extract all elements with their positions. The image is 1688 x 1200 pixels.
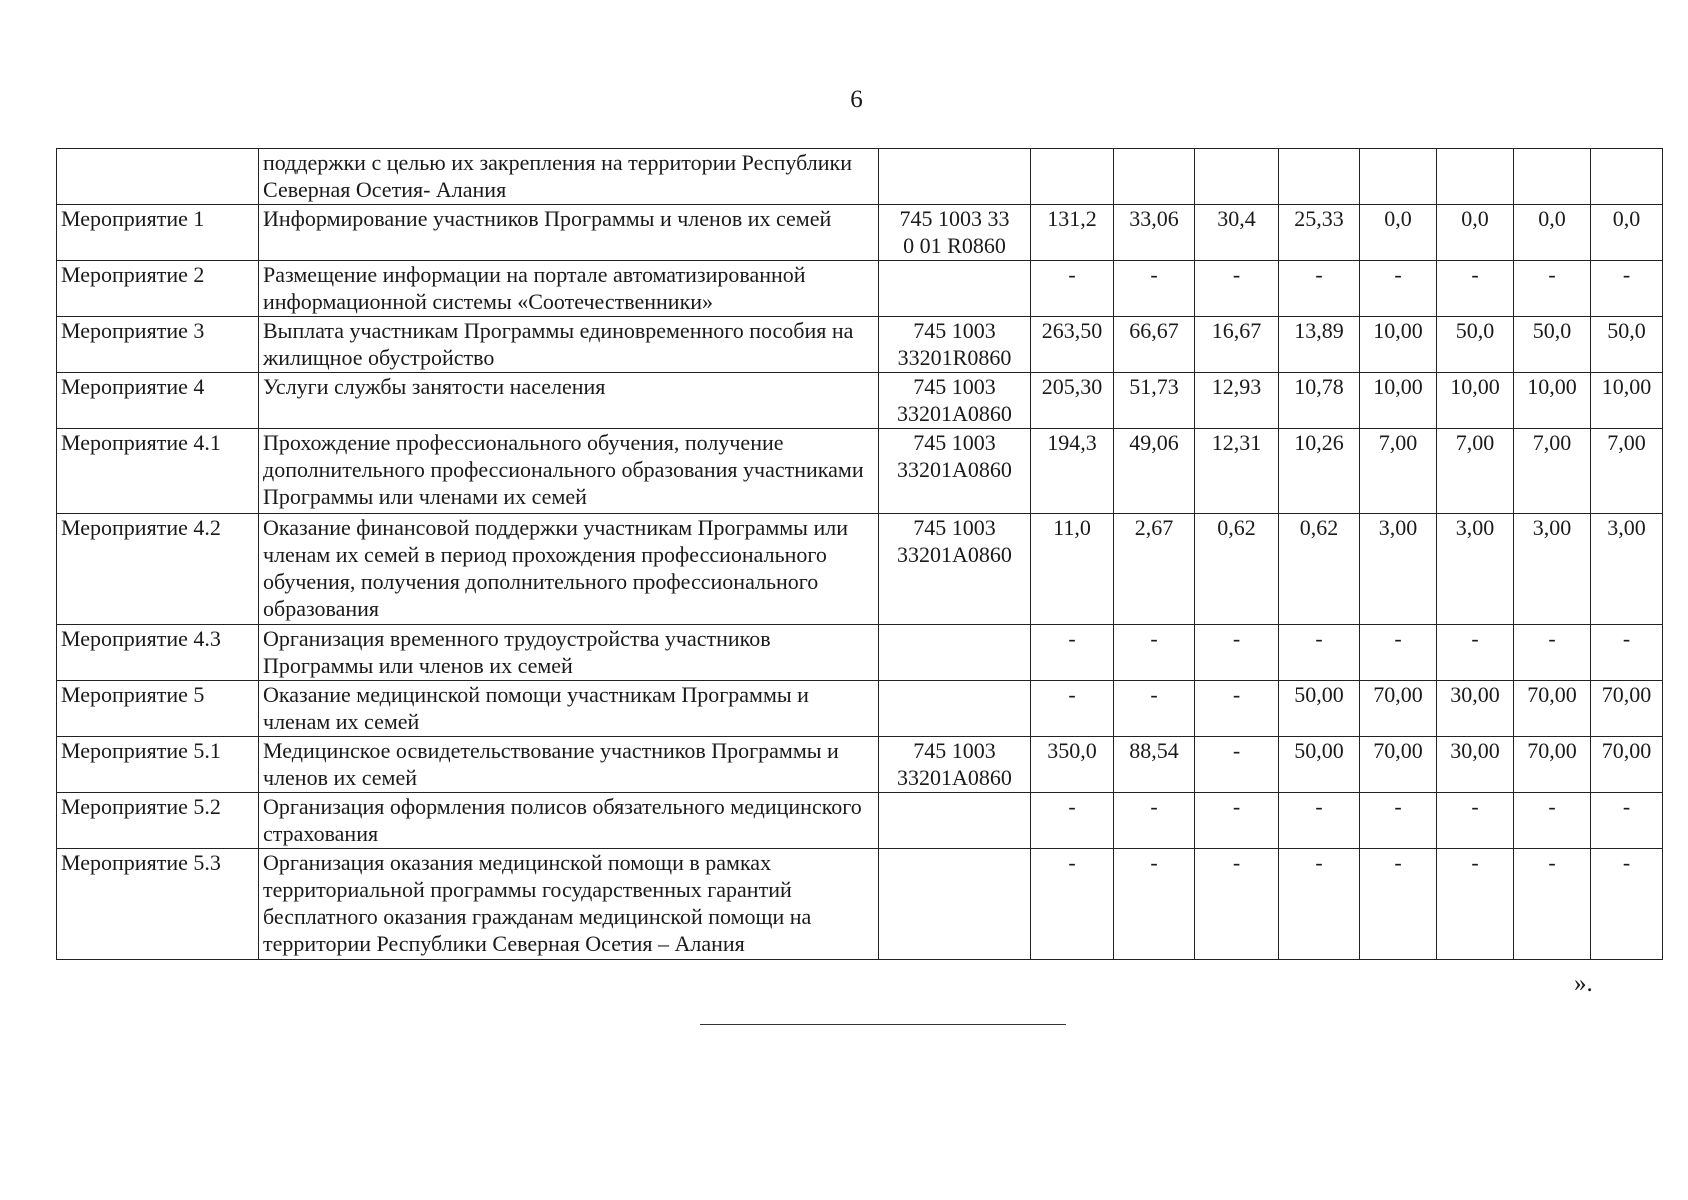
- closing-quote: ».: [1574, 970, 1593, 997]
- funding-value: 88,54: [1114, 737, 1195, 793]
- activity-description: Организация оформления полисов обязательного медицинского страхования: [259, 793, 879, 849]
- funding-value: 50,0: [1514, 317, 1591, 373]
- funding-value: -: [1195, 261, 1279, 317]
- funding-value: 7,00: [1437, 429, 1514, 514]
- activity-description: Прохождение профессионального обучения, получение дополнительного профессионального образования участниками Программы или членами их семей: [259, 429, 879, 514]
- funding-value: -: [1114, 793, 1195, 849]
- funding-value: 205,30: [1031, 373, 1114, 429]
- funding-value: -: [1591, 793, 1663, 849]
- activity-description: Услуги службы занятости населения: [259, 373, 879, 429]
- funding-value: [1031, 149, 1114, 205]
- activity-description: Организация оказания медицинской помощи в рамках территориальной программы государственных гарантий бесплатного оказания гражданам медицинской помощи на территории Республики Северная Осетия – Алания: [259, 849, 879, 960]
- funding-value: 13,89: [1279, 317, 1360, 373]
- activity-name: Мероприятие 4.3: [57, 625, 259, 681]
- funding-value: -: [1514, 625, 1591, 681]
- funding-value: 30,00: [1437, 681, 1514, 737]
- funding-value: 70,00: [1514, 737, 1591, 793]
- funding-value: 70,00: [1360, 737, 1437, 793]
- funding-value: -: [1114, 849, 1195, 960]
- table-row: [57, 429, 1663, 514]
- funding-value: -: [1031, 625, 1114, 681]
- budget-code: [879, 681, 1031, 737]
- funding-value: -: [1195, 737, 1279, 793]
- funding-value: [1360, 149, 1437, 205]
- budget-code: 745 1003 33201R0860: [879, 317, 1031, 373]
- funding-value: -: [1591, 849, 1663, 960]
- funding-value: -: [1031, 849, 1114, 960]
- funding-value: -: [1114, 625, 1195, 681]
- funding-value: -: [1279, 625, 1360, 681]
- budget-code: 745 1003 33201A0860: [879, 373, 1031, 429]
- funding-value: [1195, 149, 1279, 205]
- funding-value: -: [1437, 793, 1514, 849]
- funding-value: 16,67: [1195, 317, 1279, 373]
- funding-value: 50,0: [1437, 317, 1514, 373]
- table-row: [57, 793, 1663, 849]
- funding-value: 0,62: [1195, 514, 1279, 625]
- funding-value: 263,50: [1031, 317, 1114, 373]
- activity-description: Оказание медицинской помощи участникам Программы и членам их семей: [259, 681, 879, 737]
- funding-value: 10,00: [1591, 373, 1663, 429]
- table-row: [57, 373, 1663, 429]
- funding-value: [1437, 149, 1514, 205]
- funding-value: 10,00: [1360, 317, 1437, 373]
- funding-value: -: [1437, 849, 1514, 960]
- activity-description: Медицинское освидетельствование участников Программы и членов их семей: [259, 737, 879, 793]
- funding-value: 10,00: [1514, 373, 1591, 429]
- funding-value: -: [1591, 625, 1663, 681]
- page-number: 6: [850, 86, 863, 113]
- funding-value: 3,00: [1591, 514, 1663, 625]
- activity-description: Организация временного трудоустройства участников Программы или членов их семей: [259, 625, 879, 681]
- funding-value: -: [1279, 849, 1360, 960]
- funding-value: 12,93: [1195, 373, 1279, 429]
- activity-name: Мероприятие 2: [57, 261, 259, 317]
- funding-value: -: [1031, 681, 1114, 737]
- funding-value: -: [1360, 625, 1437, 681]
- funding-value: 10,00: [1360, 373, 1437, 429]
- funding-value: -: [1514, 261, 1591, 317]
- funding-value: 50,00: [1279, 737, 1360, 793]
- funding-value: -: [1279, 261, 1360, 317]
- funding-value: -: [1591, 261, 1663, 317]
- funding-value: 10,00: [1437, 373, 1514, 429]
- funding-value: 10,78: [1279, 373, 1360, 429]
- funding-value: -: [1514, 793, 1591, 849]
- funding-value: 50,00: [1279, 681, 1360, 737]
- funding-value: 70,00: [1591, 737, 1663, 793]
- funding-value: 0,0: [1514, 205, 1591, 261]
- funding-value: -: [1514, 849, 1591, 960]
- end-rule: [700, 1024, 1066, 1025]
- funding-value: [1114, 149, 1195, 205]
- budget-code: [879, 261, 1031, 317]
- funding-value: 7,00: [1591, 429, 1663, 514]
- activity-name: [57, 149, 259, 205]
- activity-name: Мероприятие 4.1: [57, 429, 259, 514]
- funding-value: 66,67: [1114, 317, 1195, 373]
- activity-name: Мероприятие 3: [57, 317, 259, 373]
- funding-value: [1279, 149, 1360, 205]
- funding-value: -: [1031, 261, 1114, 317]
- budget-code: 745 1003 33201A0860: [879, 514, 1031, 625]
- activity-description: Выплата участникам Программы единовременного пособия на жилищное обустройство: [259, 317, 879, 373]
- table-row: [57, 261, 1663, 317]
- table-row: [57, 149, 1663, 205]
- program-activities-table: [56, 148, 1663, 960]
- budget-code: [879, 849, 1031, 960]
- funding-value: -: [1437, 261, 1514, 317]
- funding-value: -: [1360, 849, 1437, 960]
- activity-name: Мероприятие 5.1: [57, 737, 259, 793]
- activity-description: Размещение информации на портале автоматизированной информационной системы «Соотечественники»: [259, 261, 879, 317]
- table-row: [57, 681, 1663, 737]
- funding-value: 25,33: [1279, 205, 1360, 261]
- table-row: [57, 849, 1663, 960]
- funding-value: -: [1360, 261, 1437, 317]
- funding-value: 0,0: [1437, 205, 1514, 261]
- funding-value: -: [1195, 849, 1279, 960]
- funding-value: 7,00: [1514, 429, 1591, 514]
- funding-value: 10,26: [1279, 429, 1360, 514]
- funding-value: 194,3: [1031, 429, 1114, 514]
- funding-value: 0,62: [1279, 514, 1360, 625]
- funding-value: -: [1195, 681, 1279, 737]
- funding-value: -: [1279, 793, 1360, 849]
- budget-code: [879, 793, 1031, 849]
- activity-description: поддержки с целью их закрепления на территории Республики Северная Осетия- Алания: [259, 149, 879, 205]
- funding-value: 30,00: [1437, 737, 1514, 793]
- funding-value: 49,06: [1114, 429, 1195, 514]
- budget-code: [879, 625, 1031, 681]
- funding-value: -: [1437, 625, 1514, 681]
- funding-value: 12,31: [1195, 429, 1279, 514]
- budget-code: 745 1003 33 0 01 R0860: [879, 205, 1031, 261]
- table-row: [57, 205, 1663, 261]
- activity-name: Мероприятие 4: [57, 373, 259, 429]
- activity-description: Информирование участников Программы и членов их семей: [259, 205, 879, 261]
- activity-name: Мероприятие 4.2: [57, 514, 259, 625]
- funding-value: [1591, 149, 1663, 205]
- table-row: [57, 625, 1663, 681]
- funding-value: 30,4: [1195, 205, 1279, 261]
- funding-value: 70,00: [1514, 681, 1591, 737]
- funding-value: 0,0: [1360, 205, 1437, 261]
- budget-code: [879, 149, 1031, 205]
- budget-code: 745 1003 33201A0860: [879, 737, 1031, 793]
- activity-name: Мероприятие 5.2: [57, 793, 259, 849]
- funding-value: -: [1114, 261, 1195, 317]
- funding-value: 33,06: [1114, 205, 1195, 261]
- funding-value: [1514, 149, 1591, 205]
- funding-value: 0,0: [1591, 205, 1663, 261]
- funding-value: -: [1031, 793, 1114, 849]
- table-row: [57, 737, 1663, 793]
- funding-value: 70,00: [1591, 681, 1663, 737]
- table-row: [57, 317, 1663, 373]
- activity-description: Оказание финансовой поддержки участникам Программы или членам их семей в период прохождения профессионального обучения, получения дополнительного профессионального образования: [259, 514, 879, 625]
- activity-name: Мероприятие 5: [57, 681, 259, 737]
- funding-value: -: [1195, 793, 1279, 849]
- funding-value: 11,0: [1031, 514, 1114, 625]
- funding-value: 50,0: [1591, 317, 1663, 373]
- funding-value: 3,00: [1514, 514, 1591, 625]
- funding-value: 70,00: [1360, 681, 1437, 737]
- funding-value: 3,00: [1437, 514, 1514, 625]
- activity-name: Мероприятие 1: [57, 205, 259, 261]
- funding-value: 2,67: [1114, 514, 1195, 625]
- funding-value: 7,00: [1360, 429, 1437, 514]
- funding-value: 131,2: [1031, 205, 1114, 261]
- funding-value: -: [1360, 793, 1437, 849]
- activity-name: Мероприятие 5.3: [57, 849, 259, 960]
- funding-value: 3,00: [1360, 514, 1437, 625]
- funding-value: 350,0: [1031, 737, 1114, 793]
- funding-value: -: [1195, 625, 1279, 681]
- funding-value: -: [1114, 681, 1195, 737]
- table-row: [57, 514, 1663, 625]
- budget-code: 745 1003 33201A0860: [879, 429, 1031, 514]
- funding-value: 51,73: [1114, 373, 1195, 429]
